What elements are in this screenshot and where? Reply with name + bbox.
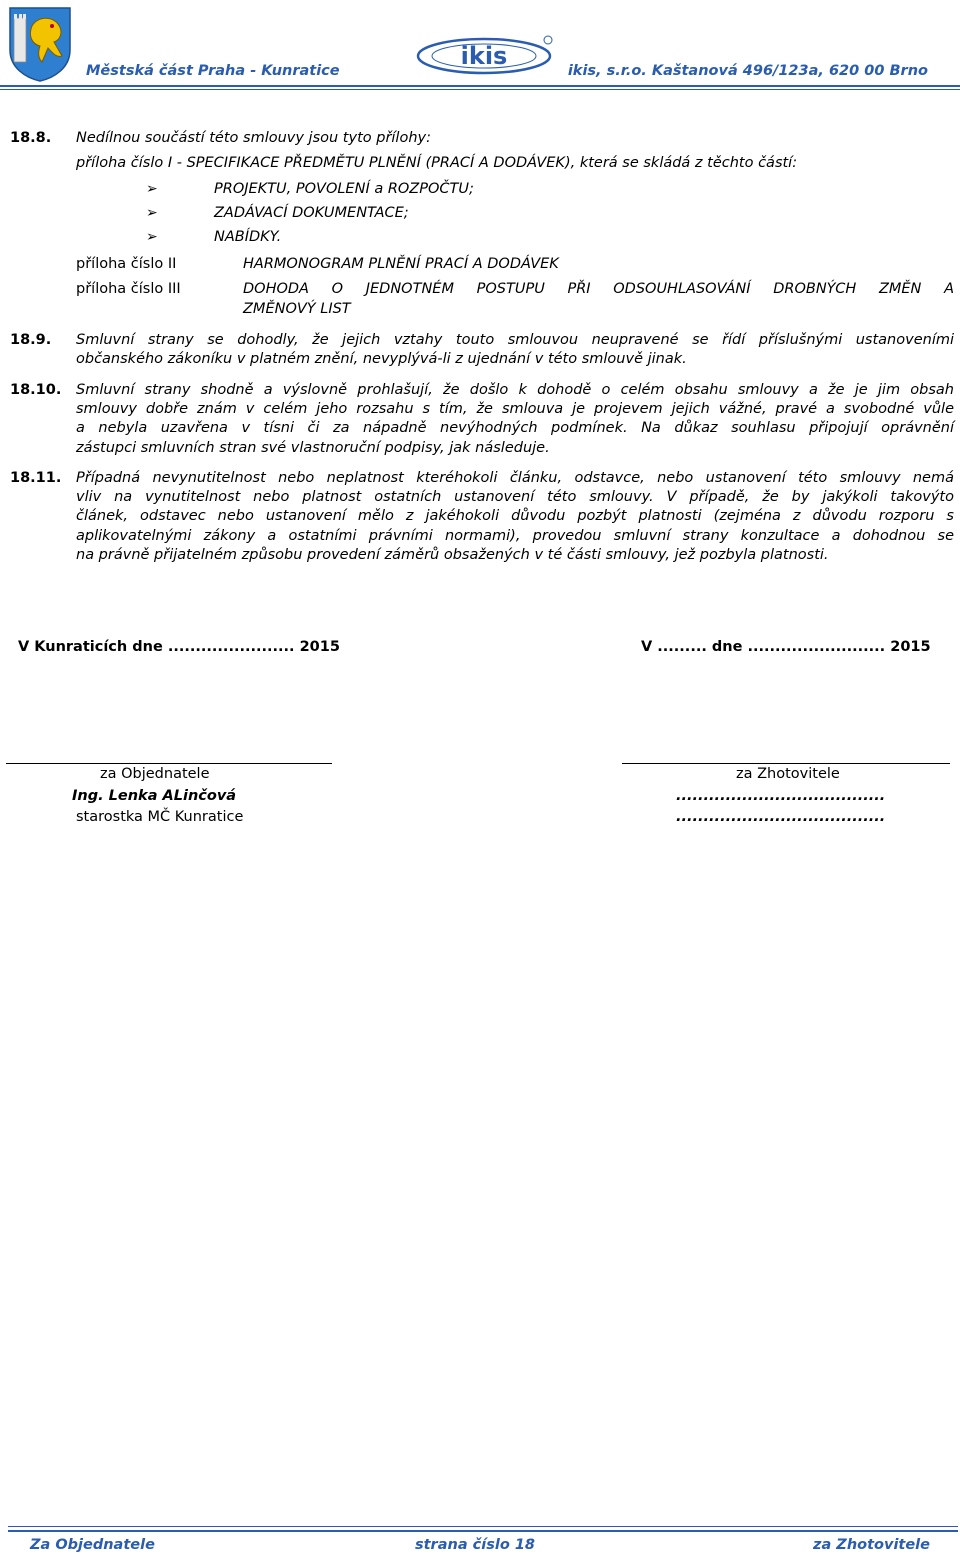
section-number: 18.10.: [10, 382, 62, 398]
bullet-item: PROJEKTU, POVOLENÍ a ROZPOČTU;: [214, 181, 474, 197]
attachment-2-text: HARMONOGRAM PLNĚNÍ PRACÍ A DODÁVEK: [243, 256, 559, 272]
signature-role-left: za Objednatele: [100, 766, 210, 782]
section-text-line: aplikovatelnými zákony a ostatními právními normami), provedou smluvní strany konzultace a dohodnou se: [76, 528, 954, 544]
section-text: Nedílnou součástí této smlouvy jsou tyto přílohy:: [76, 130, 431, 146]
signatory-name-left: Ing. Lenka ALinčová: [72, 788, 237, 804]
signatory-title-left: starostka MČ Kunratice: [76, 809, 244, 825]
section-number: 18.11.: [10, 470, 62, 486]
attachment-3-text-cont: ZMĚNOVÝ LIST: [243, 301, 351, 317]
header-rule: [0, 85, 960, 87]
footer-rule-thin: [8, 1526, 958, 1527]
attachment-3-text: DOHODA O JEDNOTNÉM POSTUPU PŘI ODSOUHLASOVÁNÍ DROBNÝCH ZMĚN A: [243, 281, 954, 297]
arrow-bullet-icon: ➢: [146, 205, 158, 221]
section-text-line: na právně přijatelném způsobu provedení záměrů obsažených v té části smlouvy, jež pozbyla platnosti.: [76, 547, 829, 563]
section-text-line: zástupci smluvních stran své vlastnoruční podpisy, jak následuje.: [76, 440, 550, 456]
attachment-3-label: příloha číslo III: [76, 281, 181, 297]
arrow-bullet-icon: ➢: [146, 229, 158, 245]
section-text-line: Smluvní strany se dohodly, že jejich vztahy touto smlouvou neupravené se řídí příslušnými ustanoveními: [76, 332, 954, 348]
section-text-line: smlouvy dobře znám v celém jeho rozsahu s tím, že smlouva je projevem jejich vážné, pravé a svobodné vůle: [76, 401, 954, 417]
header-left-text: Městská část Praha - Kunratice: [86, 63, 340, 79]
bullet-item: ZADÁVACÍ DOKUMENTACE;: [214, 205, 409, 221]
signatory-name-right: ......................................: [676, 788, 886, 804]
section-number: 18.9.: [10, 332, 52, 348]
logo-text: ikis: [460, 42, 508, 70]
footer-left: Za Objednatele: [30, 1537, 155, 1553]
section-text-line: a nebyla uzavřena v tísni či za nápadně nevýhodných podmínek. Na důkaz souhlasu připojují oprávnění: [76, 420, 954, 436]
arrow-bullet-icon: ➢: [146, 181, 158, 197]
section-text-line: občanského zákoníku v platném znění, nevyplývá-li z ujednání v této smlouvě jinak.: [76, 351, 687, 367]
section-number: 18.8.: [10, 130, 52, 146]
footer-page-number: strana číslo 18: [415, 1537, 536, 1553]
signature-line-right: [622, 763, 950, 764]
ikis-logo: [416, 32, 556, 80]
signature-line-left: [6, 763, 332, 764]
footer-rule: [8, 1530, 958, 1532]
signing-date-left: V Kunraticích dne ....................... 2015: [18, 639, 340, 655]
header-right-text: ikis, s.r.o. Kaštanová 496/123a, 620 00 Brno: [567, 63, 928, 79]
section-text-line: článek, odstavec nebo ustanovení mělo z jakéhokoli důvodu pozbýt platnosti (zejména z důvodu rozporu s: [76, 508, 954, 524]
attachment-1: příloha číslo I - SPECIFIKACE PŘEDMĚTU PLNĚNÍ (PRACÍ A DODÁVEK), která se skládá z těchto částí:: [76, 155, 798, 171]
section-text-line: Případná nevynutitelnost nebo neplatnost kteréhokoli článku, odstavce, nebo ustanovení této smlouvy nemá: [76, 470, 954, 486]
footer-right: za Zhotovitele: [813, 1537, 930, 1553]
attachment-2-label: příloha číslo II: [76, 256, 177, 272]
signatory-title-right: ......................................: [676, 809, 886, 825]
header-rule-thin: [0, 89, 960, 90]
municipal-crest-icon: [8, 6, 72, 82]
signature-role-right: za Zhotovitele: [736, 766, 840, 782]
section-text-line: Smluvní strany shodně a výslovně prohlašují, že došlo k dohodě o celém obsahu smlouvy a že je jim obsah: [76, 382, 954, 398]
section-text-line: vliv na vynutitelnost nebo platnost ostatních ustanovení této smlouvy. V případě, že by jakýkoli takovýto: [76, 489, 954, 505]
signing-date-right: V ......... dne ......................... 2015: [641, 639, 931, 655]
bullet-item: NABÍDKY.: [214, 229, 282, 245]
